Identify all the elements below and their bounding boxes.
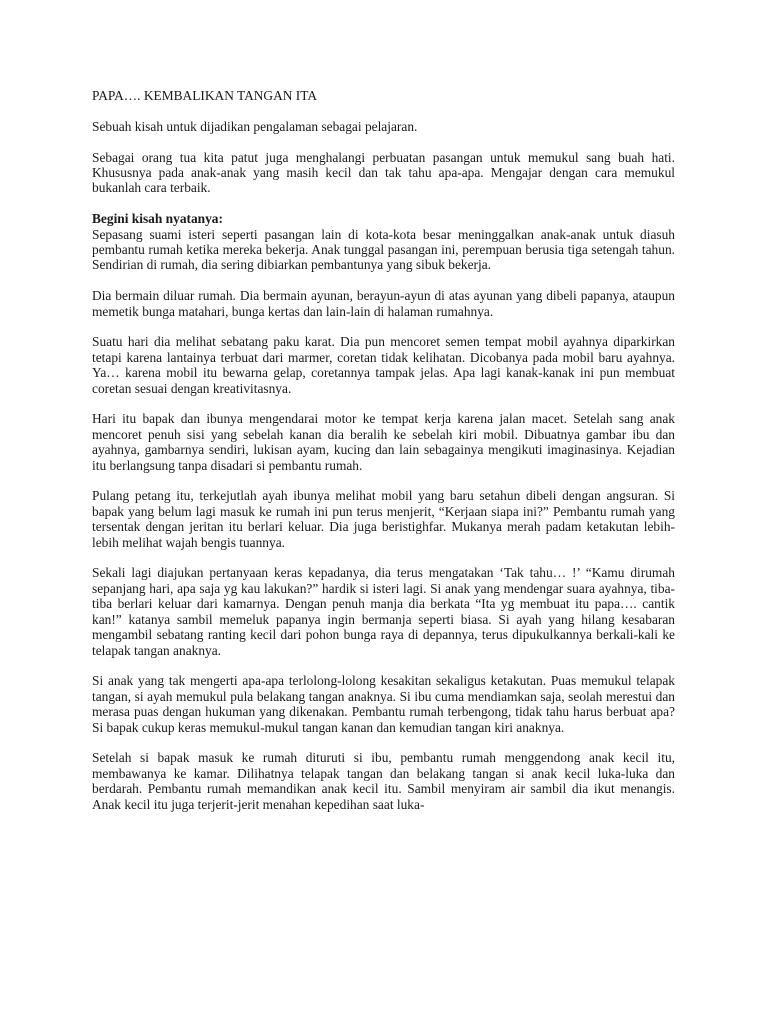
paragraph-9: Setelah si bapak masuk ke rumah dituruti si ibu, pembantu rumah menggendong anak kecil itu, membawanya ke kamar. Dilihatnya telapak tangan dan belakang tangan si anak kecil luka-luka dan berdarah. Pembantu rumah memandikan anak kecil itu. Sambil menyiram air sambil dia ikut menangis. Anak kecil itu juga terjerit-jerit menahan kepedihan saat luka-	[92, 750, 675, 812]
paragraph-3: Dia bermain diluar rumah. Dia bermain ayunan, berayun-ayun di atas ayunan yang dibeli papanya, ataupun memetik bunga matahari, bunga kertas dan lain-lain di halaman rumahnya.	[92, 288, 675, 319]
paragraph-8: Si anak yang tak mengerti apa-apa terlolong-lolong kesakitan sekaligus ketakutan. Puas memukul telapak tangan, si ayah memukul pula belakang tangan anaknya. Si ibu cuma mendiamkan saja, seolah merestui dan merasa puas dengan hukuman yang dikenakan. Pembantu rumah terbengong, tidak tahu harus berbuat apa? Si bapak cukup keras memukul-mukul tangan kanan dan kemudian tangan kiri anaknya.	[92, 673, 675, 735]
document-page	[92, 88, 675, 812]
section-heading: Begini kisah nyatanya:	[92, 211, 223, 227]
paragraph-2: Sepasang suami isteri seperti pasangan lain di kota-kota besar meninggalkan anak-anak untuk diasuh pembantu rumah ketika mereka bekerja. Anak tunggal pasangan ini, perempuan berusia tiga setengah tahun. Sendirian di rumah, dia sering dibiarkan pembantunya yang sibuk bekerja.	[92, 226, 675, 273]
intro-paragraph: Sebuah kisah untuk dijadikan pengalaman sebagai pelajaran.	[92, 118, 418, 134]
paragraph-1: Sebagai orang tua kita patut juga menghalangi perbuatan pasangan untuk memukul sang buah hati. Khususnya pada anak-anak yang masih kecil dan tak tahu apa-apa. Mengajar dengan cara memukul bukanlah cara terbaik.	[92, 149, 675, 196]
paragraph-4: Suatu hari dia melihat sebatang paku karat. Dia pun mencoret semen tempat mobil ayahnya diparkirkan tetapi karena lantainya terbuat dari marmer, coretan tidak kelihatan. Dicobanya pada mobil baru ayahnya. Ya… karena mobil itu bewarna gelap, coretannya tampak jelas. Apa lagi kanak-kanak ini pun membuat coretan sesuai dengan kreativitasnya.	[92, 334, 675, 396]
paragraph-7: Sekali lagi diajukan pertanyaan keras kepadanya, dia terus mengatakan ‘Tak tahu… !’ “Kamu dirumah sepanjang hari, apa saja yg kau lakukan?” hardik si isteri lagi. Si anak yang mendengar suara ayahnya, tiba-tiba berlari keluar dari kamarnya. Dengan penuh manja dia berkata “Ita yg membuat itu papa…. cantik kan!” katanya sambil memeluk papanya ingin bermanja seperti biasa. Si ayah yang hilang kesabaran mengambil sebatang ranting kecil dari pohon bunga raya di depannya, terus dipukulkannya berkali-kali ke telapak tangan anaknya.	[92, 565, 675, 658]
paragraph-5: Hari itu bapak dan ibunya mengendarai motor ke tempat kerja karena jalan macet. Setelah sang anak mencoret penuh sisi yang sebelah kanan dia beralih ke sebelah kiri mobil. Dibuatnya gambar ibu dan ayahnya, gambarnya sendiri, lukisan ayam, kucing dan lain sebagainya mengikuti imaginasinya. Kejadian itu berlangsung tanpa disadari si pembantu rumah.	[92, 411, 675, 473]
paragraph-6: Pulang petang itu, terkejutlah ayah ibunya melihat mobil yang baru setahun dibeli dengan angsuran. Si bapak yang belum lagi masuk ke rumah ini pun terus menjerit, “Kerjaan siapa ini?” Pembantu rumah yang tersentak dengan jeritan itu berlari keluar. Dia juga beristighfar. Mukanya merah padam ketakutan lebih-lebih melihat wajah bengis tuannya.	[92, 488, 675, 550]
document-title: PAPA…. KEMBALIKAN TANGAN ITA	[92, 88, 318, 103]
